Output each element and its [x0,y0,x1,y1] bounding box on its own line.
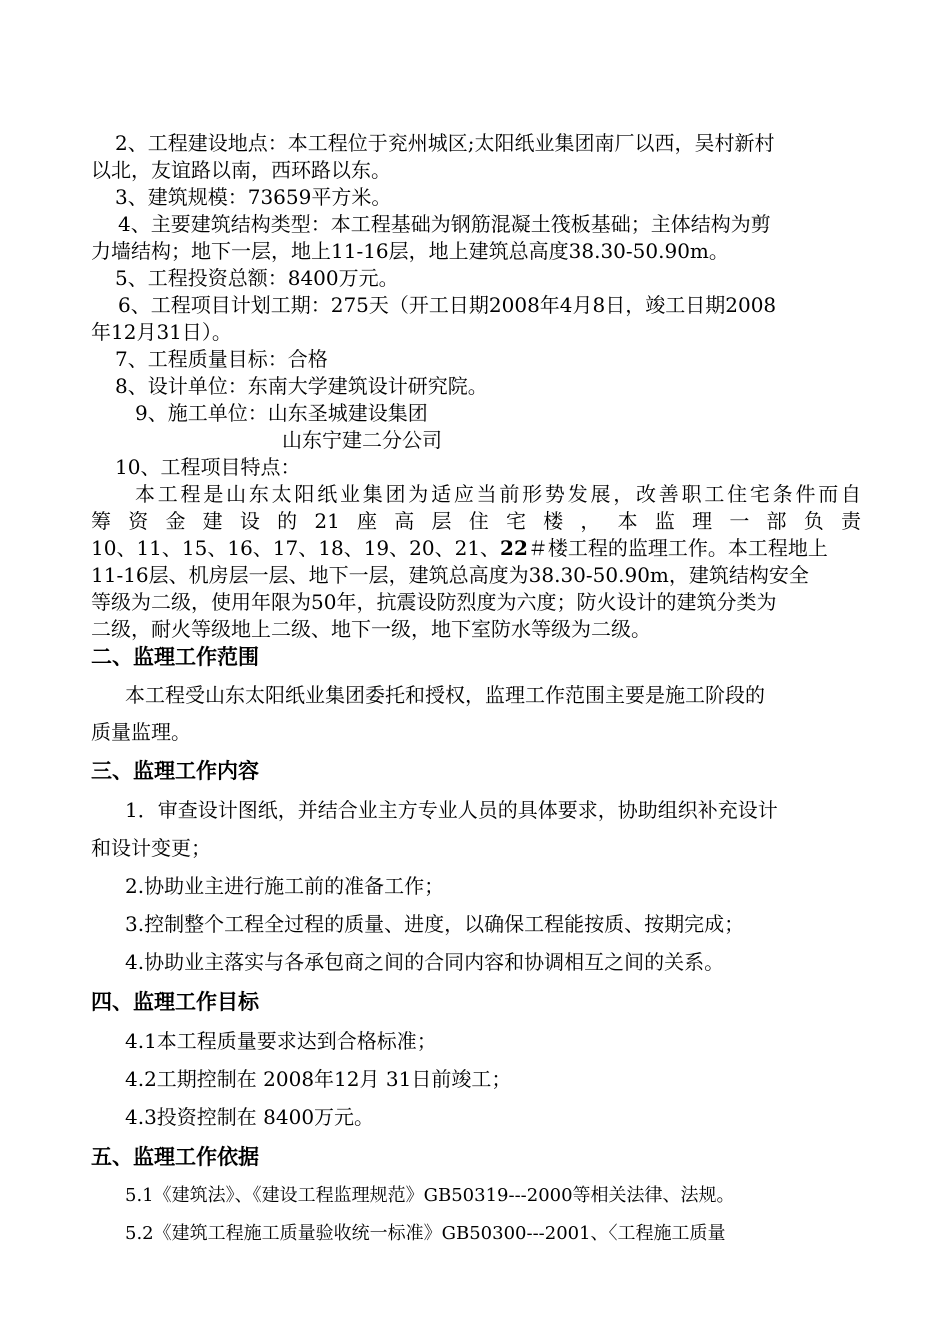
feature-line-3-end: ＃楼工程的监理工作。本工程地上 [527,536,828,560]
content-item-2: 2.协助业主进行施工前的准备工作； [125,874,445,898]
item-8: 8、设计单位：东南大学建筑设计研究院。 [115,374,488,398]
feature-line-5: 等级为二级，使用年限为50年，抗震设防烈度为六度；防火设计的建筑分类为 [91,590,777,614]
item-6-line-1: 6、工程项目计划工期：275天（开工日期2008年4月8日，竣工日期2008 [118,293,777,317]
item-2-line-2: 以北，友谊路以南，西环路以东。 [91,158,391,182]
feature-line-4: 11-16层、机房层一层、地下一层，建筑总高度为38.30-50.90m，建筑结构安全 [91,563,809,587]
content-item-3: 3.控制整个工程全过程的质量、进度，以确保工程能按质、按期完成； [125,912,745,936]
feature-line-3 [91,534,861,562]
item-10: 10、工程项目特点： [115,455,301,479]
feature-line-1: 本工程是山东太阳纸业集团为适应当前形势发展，改善职工住宅条件而自 [135,482,861,506]
item-9-line-1: 9、施工单位：山东圣城建设集团 [135,401,428,425]
item-4-line-1: 4、主要建筑结构类型：本工程基础为钢筋混凝土筏板基础；主体结构为剪 [118,212,771,236]
section-2-para-line-2: 质量监理。 [91,720,191,744]
basis-item-1: 5.1《建筑法》、《建设工程监理规范》GB50319---2000等相关法律、法规。 [125,1185,735,1206]
content-item-1-line-2: 和设计变更； [91,836,211,860]
content-item-4: 4.协助业主落实与各承包商之间的合同内容和协调相互之间的关系。 [125,950,725,974]
item-4-line-2: 力墙结构；地下一层，地上11-16层，地上建筑总高度38.30-50.90m。 [91,239,729,263]
content-item-1-line-1: 1．审查设计图纸，并结合业主方专业人员的具体要求，协助组织补充设计 [125,798,778,822]
feature-line-6: 二级，耐火等级地上二级、地下一级，地下室防水等级为二级。 [91,617,651,641]
item-9-line-2: 山东宁建二分公司 [282,428,442,452]
feature-line-2: 筹资金建设的21座高层住宅楼，本监理一部负责 [91,509,861,533]
section-4-heading: 四、监理工作目标 [91,990,259,1014]
section-2-heading: 二、监理工作范围 [91,645,259,669]
item-2-line-1: 2、工程建设地点：本工程位于兖州城区;太阳纸业集团南厂以西，吴村新村 [115,131,775,155]
item-6-line-2: 年12月31日）。 [91,320,232,344]
item-3: 3、建筑规模：73659平方米。 [115,185,392,209]
section-5-heading: 五、监理工作依据 [91,1145,259,1169]
target-item-2: 4.2工期控制在 2008年12月 31日前竣工； [125,1067,512,1091]
feature-line-3-bold: 22 [500,536,528,560]
basis-item-2: 5.2《建筑工程施工质量验收统一标准》GB50300---2001、〈工程施工质量 [125,1223,726,1244]
feature-line-3-start: 10、11、15、16、17、18、19、20、21、 [91,536,501,560]
target-item-1: 4.1本工程质量要求达到合格标准； [125,1029,437,1053]
section-2-para-line-1: 本工程受山东太阳纸业集团委托和授权，监理工作范围主要是施工阶段的 [125,683,765,707]
item-7: 7、工程质量目标：合格 [115,347,328,371]
target-item-3: 4.3投资控制在 8400万元。 [125,1105,375,1129]
section-3-heading: 三、监理工作内容 [91,759,259,783]
item-5: 5、工程投资总额：8400万元。 [115,266,399,290]
